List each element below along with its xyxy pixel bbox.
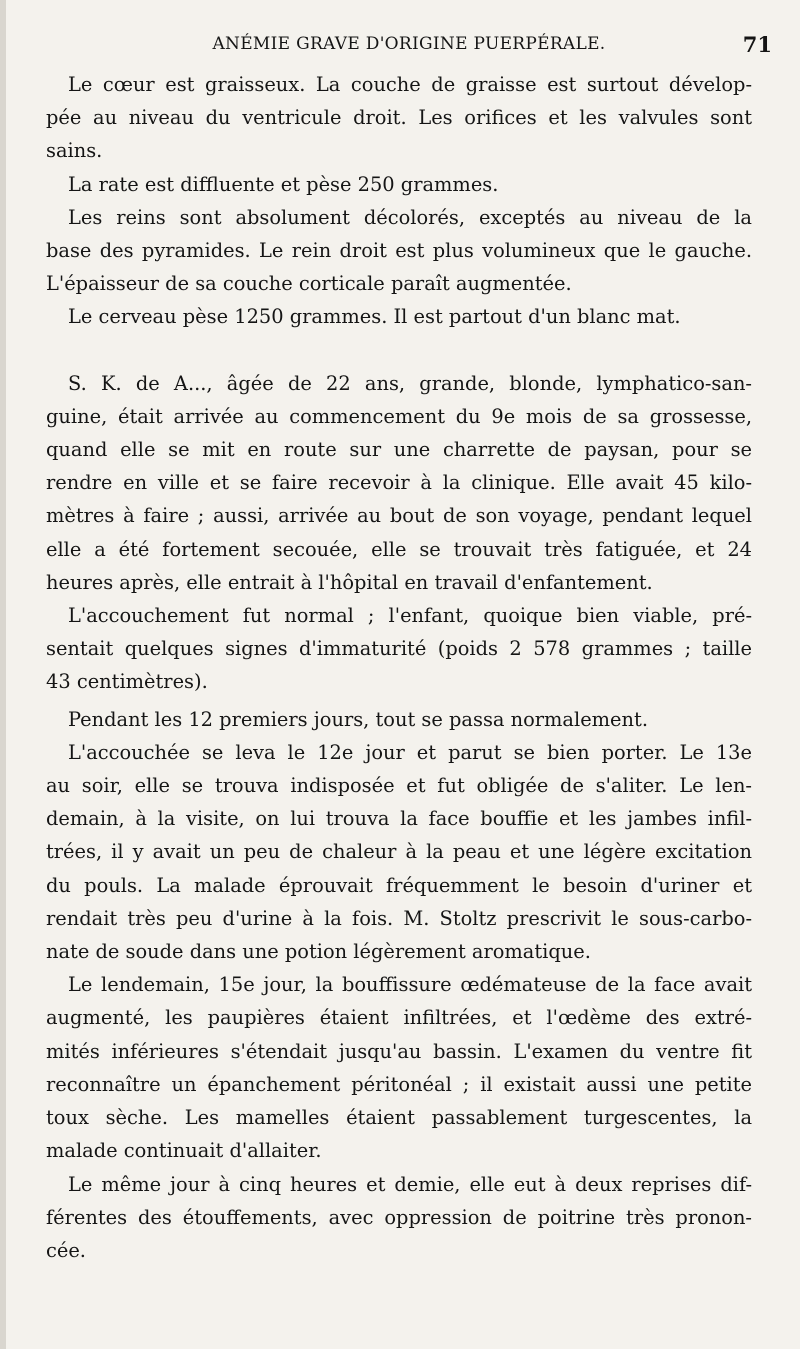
text-line: Le même jour à cinq heures et demie, elle eut à deux reprises dif- (68, 1172, 752, 1196)
text-line: nate de soude dans une potion légèrement aromatique. (46, 940, 591, 964)
text-line: Pendant les 12 premiers jours, tout se passa normalement. (68, 707, 648, 731)
text-line: base des pyramides. Le rein droit est plus volumineux que le gauche. (46, 239, 752, 263)
text-line: augmenté, les paupières étaient infiltrées, et l'œdème des extré- (46, 1006, 752, 1030)
text-line: Le cœur est graisseux. La couche de graisse est surtout dévelop- (68, 73, 752, 96)
text-line: pée au niveau du ventricule droit. Les orifices et les valvules sont (46, 106, 752, 130)
text-line: au soir, elle se trouva indisposée et fut obligée de s'aliter. Le len- (46, 774, 752, 798)
page-number: 71 (742, 32, 772, 57)
text-line: mètres à faire ; aussi, arrivée au bout de son voyage, pendant lequel (46, 504, 752, 528)
text-line: férentes des étouffements, avec oppression de poitrine très pronon- (46, 1205, 752, 1229)
section-spacer (46, 334, 752, 367)
running-head (46, 34, 772, 62)
text-line: rendre en ville et se faire recevoir à la clinique. Elle avait 45 kilo- (46, 471, 752, 495)
text-line: cée. (46, 1238, 86, 1262)
running-title: ANÉMIE GRAVE D'ORIGINE PUERPÉRALE. (212, 34, 606, 54)
text-line: quand elle se mit en route sur une charrette de paysan, pour se (46, 438, 752, 462)
text-line: Les reins sont absolument décolorés, exceptés au niveau de la (68, 205, 752, 229)
text-line: L'épaisseur de sa couche corticale paraît augmentée. (46, 272, 572, 296)
text-line: Le cerveau pèse 1250 grammes. Il est partout d'un blanc mat. (68, 305, 681, 329)
text-line: L'accouchement fut normal ; l'enfant, quoique bien viable, pré- (68, 604, 752, 628)
text-line: La rate est diffluente et pèse 250 grammes. (68, 172, 499, 196)
text-line: mités inférieures s'étendait jusqu'au bassin. L'examen du ventre fit (46, 1039, 752, 1063)
text-line: reconnaître un épanchement péritonéal ; il existait aussi une petite (46, 1072, 752, 1096)
text-line: L'accouchée se leva le 12e jour et parut se bien porter. Le 13e (68, 740, 752, 764)
text-line: demain, à la visite, on lui trouva la face bouffie et les jambes infil- (46, 807, 752, 831)
text-line: sains. (46, 139, 103, 163)
text-line: 43 centimètres). (46, 670, 208, 694)
text-line: Le lendemain, 15e jour, la bouffissure œdémateuse de la face avait (68, 973, 752, 997)
page-body (46, 68, 752, 1267)
text-line: du pouls. La malade éprouvait fréquemment le besoin d'uriner et (46, 873, 752, 897)
text-line: trées, il y avait un peu de chaleur à la peau et une légère excitation (46, 840, 752, 864)
text-line: guine, était arrivée au commencement du 9e mois de sa grossesse, (46, 404, 752, 428)
text-line: elle a été fortement secouée, elle se trouvait très fatiguée, et 24 (46, 537, 752, 561)
text-line: rendait très peu d'urine à la fois. M. Stoltz prescrivit le sous-carbo- (46, 906, 752, 930)
text-line: malade continuait d'allaiter. (46, 1139, 322, 1163)
text-line: sentait quelques signes d'immaturité (poids 2 578 grammes ; taille (46, 637, 752, 661)
text-line: heures après, elle entrait à l'hôpital en travail d'enfantement. (46, 570, 653, 594)
text-line: S. K. de A..., âgée de 22 ans, grande, blonde, lymphatico-san- (68, 371, 752, 395)
text-line: toux sèche. Les mamelles étaient passablement turgescentes, la (46, 1106, 752, 1130)
